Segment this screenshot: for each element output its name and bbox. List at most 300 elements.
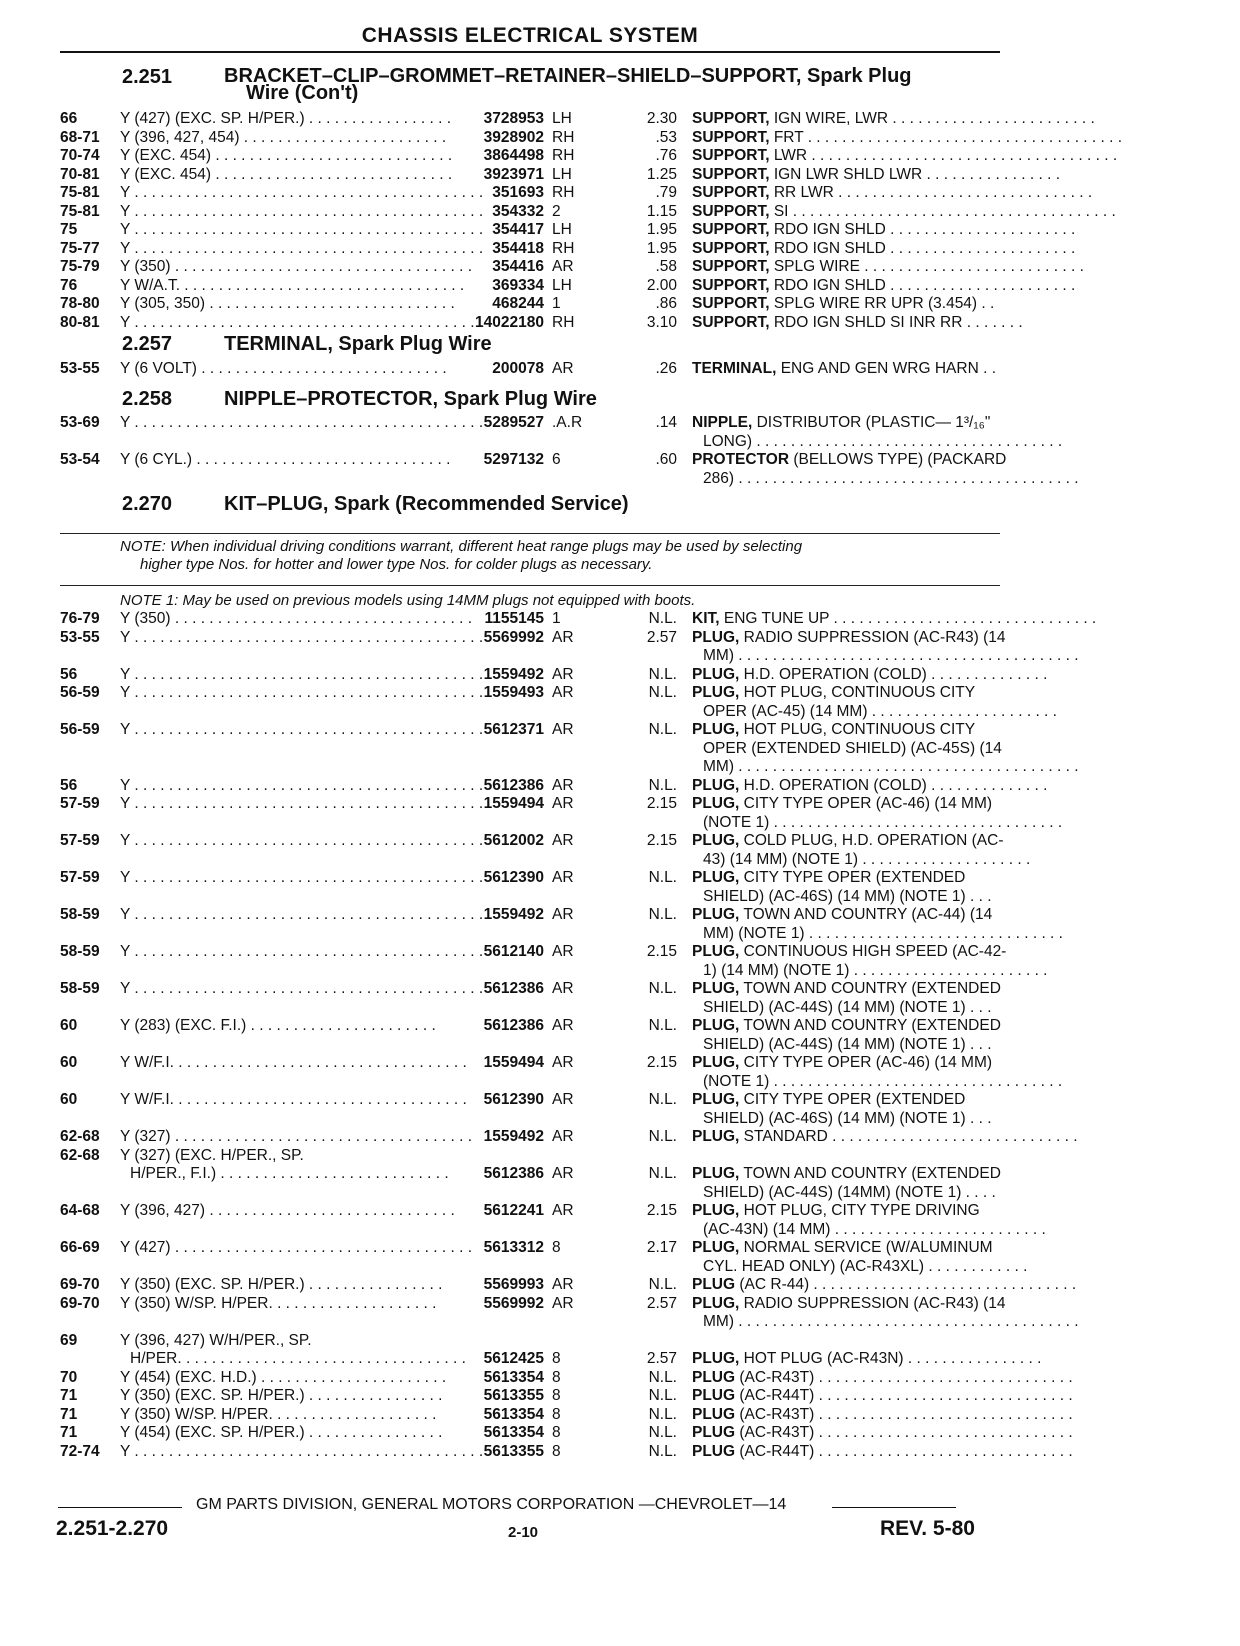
price: 2.15 bbox=[646, 1202, 677, 1219]
part-description bbox=[692, 1239, 1028, 1276]
description-line: PLUG (AC-R44T) . . . . . . . . . . . . . . . . . . . . . . . . . . . . . . bbox=[692, 1442, 1073, 1460]
price: 2.00 bbox=[646, 276, 677, 294]
part-number: 5289527 bbox=[483, 414, 544, 431]
parts-list-2-251 bbox=[60, 110, 1123, 332]
heat-range-note bbox=[120, 538, 980, 574]
part-row bbox=[60, 628, 1079, 666]
quantity: AR bbox=[552, 665, 574, 683]
application: Y . . . . . . . . . . . . . . . . . . . . . . . . . . . . . . . . . . . . . . . . . bbox=[120, 832, 484, 849]
model-year: 56 bbox=[60, 665, 78, 683]
price: N.L. bbox=[648, 1387, 677, 1404]
application: Y (6 CYL.) . . . . . . . . . . . . . . . . . . . . . . . . . . . . . . bbox=[120, 451, 451, 468]
part-number: 1559494 bbox=[483, 1054, 544, 1071]
quantity: AR bbox=[552, 906, 574, 923]
part-number: 5613355 bbox=[483, 1387, 544, 1404]
footer-rule-right bbox=[832, 1507, 956, 1508]
model-year: 57-59 bbox=[60, 869, 100, 886]
application: Y (396, 427) . . . . . . . . . . . . . . . . . . . . . . . . . . . . . bbox=[120, 1202, 455, 1219]
quantity: AR bbox=[552, 1276, 574, 1293]
application: Y . . . . . . . . . . . . . . . . . . . . . . . . . . . . . . . . . . . . . . . . . bbox=[120, 869, 484, 886]
price: 2.57 bbox=[646, 628, 677, 646]
part-description bbox=[692, 239, 1076, 259]
part-row bbox=[60, 776, 1048, 796]
description-line: PLUG, STANDARD . . . . . . . . . . . . . . . . . . . . . . . . . . . . . bbox=[692, 1128, 1078, 1145]
description-line: PLUG, HOT PLUG, CONTINUOUS CITY bbox=[692, 721, 976, 738]
note-top-rule bbox=[60, 533, 1000, 534]
description-line: SUPPORT, RDO IGN SHLD SI INR RR . . . . . . . bbox=[692, 313, 1023, 331]
section-number: 2.258 bbox=[122, 388, 173, 410]
description-line: 43) (14 MM) (NOTE 1) . . . . . . . . . . . . . . . . . . . . bbox=[703, 850, 1031, 868]
model-year: 75-81 bbox=[60, 202, 100, 220]
price: 2.17 bbox=[646, 1239, 677, 1256]
part-number: 354418 bbox=[492, 239, 544, 257]
part-row bbox=[60, 906, 1063, 943]
quantity: AR bbox=[552, 684, 574, 701]
part-description bbox=[692, 276, 1076, 296]
description-line: MM) . . . . . . . . . . . . . . . . . . . . . . . . . . . . . . . . . . . . . . . . bbox=[703, 1313, 1079, 1330]
model-year: 57-59 bbox=[60, 795, 100, 812]
part-description bbox=[692, 202, 1116, 222]
description-line: SHIELD) (AC-46S) (14 MM) (NOTE 1) . . . bbox=[703, 1109, 992, 1127]
part-number: 1559494 bbox=[483, 795, 544, 812]
section-title: KIT–PLUG, Spark (Recommended Service) bbox=[224, 493, 629, 515]
part-number: 5612371 bbox=[483, 721, 544, 738]
note-1: NOTE 1: May be used on previous models using 14MM plugs not equipped with boots. bbox=[120, 592, 696, 609]
part-description bbox=[692, 295, 1000, 314]
application: Y . . . . . . . . . . . . . . . . . . . . . . . . . . . . . . . . . . . . . . . . . bbox=[120, 221, 484, 238]
application: Y . . . . . . . . . . . . . . . . . . . . . . . . . . . . . . . . . . . . . . . . . bbox=[120, 684, 484, 701]
price: .26 bbox=[655, 360, 677, 377]
model-year: 75-77 bbox=[60, 239, 100, 257]
section-number: 2.251 bbox=[122, 66, 173, 88]
footer-section-range: 2.251-2.270 bbox=[56, 1517, 169, 1540]
application: Y (6 VOLT) . . . . . . . . . . . . . . . . . . . . . . . . . . . . . bbox=[120, 360, 447, 377]
part-number: 5569993 bbox=[483, 1276, 544, 1293]
price: .79 bbox=[655, 184, 677, 201]
description-line: PLUG, TOWN AND COUNTRY (AC-44) (14 bbox=[692, 906, 993, 923]
model-year: 70-81 bbox=[60, 165, 100, 183]
quantity: 8 bbox=[552, 1239, 561, 1256]
part-description bbox=[692, 1017, 1000, 1054]
part-description bbox=[692, 1276, 1077, 1295]
description-line: SUPPORT, SPLG WIRE . . . . . . . . . . . . . . . . . . . . . . . . . . bbox=[692, 258, 1084, 275]
price: .86 bbox=[655, 295, 677, 312]
part-row bbox=[60, 721, 1079, 777]
description-line: MM) (NOTE 1) . . . . . . . . . . . . . . . . . . . . . . . . . . . . . . bbox=[703, 924, 1063, 942]
application: Y (EXC. 454) . . . . . . . . . . . . . . . . . . . . . . . . . . . . bbox=[120, 165, 453, 183]
model-year: 53-69 bbox=[60, 414, 100, 431]
price: N.L. bbox=[648, 684, 677, 701]
part-row bbox=[60, 221, 1076, 240]
part-number: 5613312 bbox=[483, 1239, 544, 1256]
application: Y . . . . . . . . . . . . . . . . . . . . . . . . . . . . . . . . . . . . . . . . . bbox=[120, 184, 484, 201]
part-number: 369334 bbox=[492, 276, 544, 294]
price: .53 bbox=[655, 128, 677, 146]
model-year: 53-54 bbox=[60, 451, 100, 468]
part-description bbox=[692, 1294, 1079, 1332]
description-line: PLUG, TOWN AND COUNTRY (EXTENDED bbox=[692, 980, 1001, 997]
part-number: 1559492 bbox=[483, 906, 544, 923]
part-number: 1559492 bbox=[483, 1128, 544, 1145]
application: Y W/F.I. . . . . . . . . . . . . . . . . . . . . . . . . . . . . . . . . . . bbox=[120, 1054, 467, 1071]
part-row bbox=[60, 414, 1063, 451]
part-description bbox=[692, 776, 1048, 796]
application: Y (350) (EXC. SP. H/PER.) . . . . . . . . . . . . . . . . bbox=[120, 1276, 443, 1293]
description-line: SUPPORT, RR LWR . . . . . . . . . . . . . . . . . . . . . . . . . . . . . . bbox=[692, 184, 1093, 201]
description-line: SHIELD) (AC-44S) (14MM) (NOTE 1) . . . . bbox=[703, 1183, 996, 1201]
description-line: 286) . . . . . . . . . . . . . . . . . . . . . . . . . . . . . . . . . . . . . . . . bbox=[703, 469, 1079, 487]
part-row bbox=[60, 1276, 1077, 1295]
model-year: 57-59 bbox=[60, 832, 100, 849]
price: 1.95 bbox=[646, 239, 677, 257]
part-number: 354417 bbox=[492, 221, 544, 238]
quantity: AR bbox=[552, 628, 574, 646]
price: .14 bbox=[655, 414, 677, 431]
part-description bbox=[692, 795, 1063, 832]
quantity: AR bbox=[552, 721, 574, 738]
application: Y (283) (EXC. F.I.) . . . . . . . . . . . . . . . . . . . . . . bbox=[120, 1017, 436, 1034]
model-year: 58-59 bbox=[60, 943, 100, 960]
quantity: RH bbox=[552, 239, 575, 257]
description-line: PLUG, HOT PLUG, CITY TYPE DRIVING bbox=[692, 1202, 980, 1219]
quantity: AR bbox=[552, 1165, 574, 1182]
price: 1.15 bbox=[646, 202, 677, 220]
model-year: 75 bbox=[60, 221, 78, 238]
section-heading-2-258 bbox=[60, 388, 1000, 412]
part-number: 5612241 bbox=[483, 1202, 544, 1219]
footer-page-number: 2-10 bbox=[508, 1524, 539, 1541]
part-number: 1559493 bbox=[483, 684, 544, 701]
application: Y W/F.I. . . . . . . . . . . . . . . . . . . . . . . . . . . . . . . . . . . bbox=[120, 1091, 467, 1108]
footer-publisher: GM PARTS DIVISION, GENERAL MOTORS CORPORATION —CHEVROLET—14 bbox=[196, 1496, 787, 1513]
model-year: 60 bbox=[60, 1054, 78, 1071]
description-line: SHIELD) (AC-44S) (14 MM) (NOTE 1) . . . bbox=[703, 1035, 992, 1053]
description-line: NIPPLE, DISTRIBUTOR (PLASTIC— 1³/₁₆" bbox=[692, 414, 991, 431]
application: Y (396, 427) W/H/PER., SP. bbox=[120, 1331, 312, 1349]
model-year: 76 bbox=[60, 276, 78, 294]
description-line: SUPPORT, IGN LWR SHLD LWR . . . . . . . . . . . . . . . . bbox=[692, 165, 1061, 183]
parts-list-2-257 bbox=[60, 360, 1000, 379]
quantity: 8 bbox=[552, 1424, 561, 1441]
quantity: 8 bbox=[552, 1387, 561, 1404]
description-line: TERMINAL, ENG AND GEN WRG HARN . . bbox=[692, 360, 996, 377]
part-number: 5569992 bbox=[483, 628, 544, 646]
quantity: 2 bbox=[552, 202, 561, 220]
part-number: 3728953 bbox=[483, 110, 544, 127]
part-number: 14022180 bbox=[475, 313, 544, 331]
part-row bbox=[60, 184, 1093, 203]
model-year: 60 bbox=[60, 1017, 78, 1034]
price: 2.57 bbox=[646, 1294, 677, 1312]
application: Y (396, 427, 454) . . . . . . . . . . . . . . . . . . . . . . . . bbox=[120, 128, 447, 146]
part-description bbox=[692, 1332, 1042, 1369]
section-heading-2-251 bbox=[60, 66, 1000, 106]
quantity: 6 bbox=[552, 451, 561, 468]
model-year: 78-80 bbox=[60, 295, 100, 312]
section-number: 2.270 bbox=[122, 493, 173, 515]
quantity: AR bbox=[552, 776, 574, 794]
description-line: KIT, ENG TUNE UP . . . . . . . . . . . . . . . . . . . . . . . . . . . . . . . bbox=[692, 610, 1097, 627]
parts-list-2-258 bbox=[60, 414, 1079, 488]
description-line: SHIELD) (AC-44S) (14 MM) (NOTE 1) . . . bbox=[703, 998, 992, 1016]
price: N.L. bbox=[648, 980, 677, 997]
description-line: PLUG, RADIO SUPPRESSION (AC-R43) (14 bbox=[692, 628, 1006, 646]
part-description bbox=[692, 628, 1079, 666]
price: N.L. bbox=[648, 776, 677, 794]
part-row bbox=[60, 1294, 1079, 1332]
part-description bbox=[692, 1368, 1073, 1388]
application: Y . . . . . . . . . . . . . . . . . . . . . . . . . . . . . . . . . . . . . . . . . bbox=[120, 906, 484, 923]
model-year: 68-71 bbox=[60, 128, 100, 146]
description-line: SUPPORT, IGN WIRE, LWR . . . . . . . . . . . . . . . . . . . . . . . . bbox=[692, 110, 1095, 127]
part-number: 3928902 bbox=[483, 128, 544, 146]
part-description bbox=[692, 943, 1048, 980]
quantity: LH bbox=[552, 110, 572, 127]
part-number: 351693 bbox=[492, 184, 544, 201]
description-line: SUPPORT, SI . . . . . . . . . . . . . . . . . . . . . . . . . . . . . . . . . . . . . . bbox=[692, 202, 1116, 220]
model-year: 66-69 bbox=[60, 1239, 100, 1256]
part-row bbox=[60, 202, 1116, 222]
description-line: OPER (AC-45) (14 MM) . . . . . . . . . . . . . . . . . . . . . . bbox=[703, 702, 1057, 720]
part-number: 5613354 bbox=[483, 1368, 544, 1386]
part-number: 200078 bbox=[492, 360, 544, 377]
part-description bbox=[692, 165, 1061, 185]
quantity: RH bbox=[552, 313, 575, 331]
section-title: BRACKET–CLIP–GROMMET–RETAINER–SHIELD–SUPPORT, Spark Plug bbox=[224, 65, 912, 87]
application: Y (327) . . . . . . . . . . . . . . . . . . . . . . . . . . . . . . . . . . . bbox=[120, 1128, 472, 1145]
description-line: MM) . . . . . . . . . . . . . . . . . . . . . . . . . . . . . . . . . . . . . . . . bbox=[703, 758, 1079, 775]
model-year: 69-70 bbox=[60, 1294, 100, 1312]
part-description bbox=[692, 184, 1093, 203]
price: N.L. bbox=[648, 1165, 677, 1182]
part-description bbox=[692, 451, 1079, 488]
model-year: 56 bbox=[60, 776, 78, 794]
part-row bbox=[60, 1017, 1000, 1054]
model-year: 53-55 bbox=[60, 628, 100, 646]
application-continued: H/PER. . . . . . . . . . . . . . . . . . . . . . . . . . . . . . . . . . bbox=[130, 1350, 466, 1367]
application: Y (350) . . . . . . . . . . . . . . . . . . . . . . . . . . . . . . . . . . . bbox=[120, 610, 472, 627]
price: N.L. bbox=[648, 665, 677, 683]
application: Y . . . . . . . . . . . . . . . . . . . . . . . . . . . . . . . . . . . . . . . . . bbox=[120, 1442, 484, 1460]
model-year: 64-68 bbox=[60, 1202, 100, 1219]
price: .60 bbox=[655, 451, 677, 468]
part-description bbox=[692, 110, 1095, 129]
price: N.L. bbox=[648, 1442, 677, 1460]
model-year: 71 bbox=[60, 1387, 78, 1404]
part-description bbox=[692, 610, 1097, 629]
quantity: 8 bbox=[552, 1442, 561, 1460]
price: 2.15 bbox=[646, 832, 677, 849]
part-row bbox=[60, 1368, 1073, 1388]
model-year: 60 bbox=[60, 1091, 78, 1108]
part-row bbox=[60, 1387, 1073, 1406]
quantity: 1 bbox=[552, 610, 561, 627]
description-line: PLUG (AC-R43T) . . . . . . . . . . . . . . . . . . . . . . . . . . . . . . bbox=[692, 1368, 1073, 1386]
model-year: 72-74 bbox=[60, 1442, 100, 1460]
price: 2.15 bbox=[646, 943, 677, 960]
part-number: 1155145 bbox=[484, 610, 544, 627]
price: N.L. bbox=[648, 1405, 677, 1423]
section-title-continued: Wire (Con't) bbox=[246, 82, 359, 104]
description-line: PLUG (AC-R44T) . . . . . . . . . . . . . . . . . . . . . . . . . . . . . . bbox=[692, 1387, 1073, 1404]
application: Y (427) . . . . . . . . . . . . . . . . . . . . . . . . . . . . . . . . . . . bbox=[120, 1239, 472, 1256]
application: Y . . . . . . . . . . . . . . . . . . . . . . . . . . . . . . . . . . . . . . . . . bbox=[120, 721, 484, 738]
price: 2.15 bbox=[646, 795, 677, 812]
model-year: 56-59 bbox=[60, 684, 100, 701]
section-title: TERMINAL, Spark Plug Wire bbox=[224, 333, 492, 355]
part-row bbox=[60, 684, 1057, 721]
description-line: PLUG, TOWN AND COUNTRY (EXTENDED bbox=[692, 1017, 1001, 1034]
model-year: 71 bbox=[60, 1424, 78, 1441]
part-number: 354332 bbox=[492, 202, 544, 220]
part-row bbox=[60, 943, 1048, 980]
part-number: 5612386 bbox=[483, 980, 544, 997]
part-number: 5297132 bbox=[483, 451, 544, 468]
price: N.L. bbox=[648, 1091, 677, 1108]
description-line: SUPPORT, LWR . . . . . . . . . . . . . . . . . . . . . . . . . . . . . . . . . . . . bbox=[692, 147, 1118, 164]
model-year: 80-81 bbox=[60, 313, 100, 331]
footer-revision: REV. 5-80 bbox=[880, 1517, 975, 1540]
model-year: 75-79 bbox=[60, 258, 100, 275]
price: N.L. bbox=[648, 1128, 677, 1145]
application: Y . . . . . . . . . . . . . . . . . . . . . . . . . . . . . . . . . . . . . . . . . bbox=[120, 239, 484, 257]
application: Y . . . . . . . . . . . . . . . . . . . . . . . . . . . . . . . . . . . . . . . . . bbox=[120, 795, 484, 812]
part-row bbox=[60, 1147, 1000, 1203]
description-line: PLUG, TOWN AND COUNTRY (EXTENDED bbox=[692, 1165, 1001, 1182]
part-row bbox=[60, 1202, 1046, 1239]
description-line: PLUG, H.D. OPERATION (COLD) . . . . . . . . . . . . . . bbox=[692, 665, 1048, 683]
part-description bbox=[692, 1091, 1000, 1128]
part-description bbox=[692, 414, 1063, 451]
model-year: 62-68 bbox=[60, 1146, 100, 1164]
part-row bbox=[60, 869, 1000, 906]
part-row bbox=[60, 276, 1076, 296]
price: 2.15 bbox=[646, 1054, 677, 1071]
part-row bbox=[60, 295, 1000, 314]
section-heading-2-257 bbox=[60, 333, 1000, 357]
model-year: 71 bbox=[60, 1405, 78, 1423]
part-row bbox=[60, 665, 1048, 685]
quantity: 8 bbox=[552, 1405, 561, 1423]
part-row bbox=[60, 110, 1095, 129]
quantity: RH bbox=[552, 128, 575, 146]
part-number: 5612425 bbox=[483, 1350, 544, 1367]
application: Y . . . . . . . . . . . . . . . . . . . . . . . . . . . . . . . . . . . . . . . . . bbox=[120, 313, 484, 331]
model-year: 69 bbox=[60, 1331, 78, 1349]
application: Y . . . . . . . . . . . . . . . . . . . . . . . . . . . . . . . . . . . . . . . . . bbox=[120, 665, 484, 683]
description-line: PLUG, H.D. OPERATION (COLD) . . . . . . . . . . . . . . bbox=[692, 776, 1048, 794]
model-year: 56-59 bbox=[60, 721, 100, 738]
application: Y . . . . . . . . . . . . . . . . . . . . . . . . . . . . . . . . . . . . . . . . . bbox=[120, 628, 484, 646]
part-description bbox=[692, 128, 1123, 148]
quantity: AR bbox=[552, 980, 574, 997]
application: Y (454) (EXC. H.D.) . . . . . . . . . . . . . . . . . . . . . . bbox=[120, 1368, 447, 1386]
description-line: SUPPORT, RDO IGN SHLD . . . . . . . . . . . . . . . . . . . . . . bbox=[692, 221, 1076, 238]
quantity: RH bbox=[552, 147, 575, 164]
part-row bbox=[60, 1091, 1000, 1128]
description-line: (NOTE 1) . . . . . . . . . . . . . . . . . . . . . . . . . . . . . . . . . . bbox=[703, 813, 1063, 831]
description-line: LONG) . . . . . . . . . . . . . . . . . . . . . . . . . . . . . . . . . . . . bbox=[703, 432, 1063, 450]
section-title: NIPPLE–PROTECTOR, Spark Plug Wire bbox=[224, 388, 597, 410]
price: 2.30 bbox=[646, 110, 677, 127]
part-number: 5612002 bbox=[483, 832, 544, 849]
description-line: 1) (14 MM) (NOTE 1) . . . . . . . . . . . . . . . . . . . . . . . bbox=[703, 961, 1048, 979]
model-year: 69-70 bbox=[60, 1276, 100, 1293]
model-year: 70-74 bbox=[60, 147, 100, 164]
description-line: PLUG, CITY TYPE OPER (EXTENDED bbox=[692, 1091, 966, 1108]
application: Y . . . . . . . . . . . . . . . . . . . . . . . . . . . . . . . . . . . . . . . . . bbox=[120, 414, 484, 431]
description-line: SUPPORT, RDO IGN SHLD . . . . . . . . . . . . . . . . . . . . . . bbox=[692, 239, 1076, 257]
part-number: 468244 bbox=[492, 295, 544, 312]
footer-rule-left bbox=[58, 1507, 182, 1508]
part-row bbox=[60, 258, 1084, 277]
description-line: PLUG, HOT PLUG (AC-R43N) . . . . . . . . . . . . . . . . bbox=[692, 1350, 1042, 1367]
parts-list-2-270 bbox=[60, 610, 1097, 1461]
part-row bbox=[60, 1442, 1073, 1462]
part-row bbox=[60, 147, 1118, 166]
section-number: 2.257 bbox=[122, 333, 173, 355]
quantity: LH bbox=[552, 221, 572, 238]
part-description bbox=[692, 147, 1118, 166]
description-line: SUPPORT, SPLG WIRE RR UPR (3.454) . . bbox=[692, 295, 995, 312]
application: Y (350) W/SP. H/PER. . . . . . . . . . . . . . . . . . . . bbox=[120, 1294, 437, 1312]
part-number: 3923971 bbox=[483, 165, 544, 183]
part-row bbox=[60, 313, 1023, 333]
quantity: AR bbox=[552, 360, 574, 377]
description-line: PLUG, CITY TYPE OPER (EXTENDED bbox=[692, 869, 966, 886]
quantity: .A.R bbox=[552, 414, 583, 431]
part-description bbox=[692, 1424, 1073, 1443]
price: N.L. bbox=[648, 1276, 677, 1293]
quantity: AR bbox=[552, 1294, 574, 1312]
part-row bbox=[60, 1054, 1063, 1091]
description-line: PLUG, NORMAL SERVICE (W/ALUMINUM bbox=[692, 1239, 993, 1256]
description-line: PLUG, COLD PLUG, H.D. OPERATION (AC- bbox=[692, 832, 1004, 849]
part-description bbox=[692, 1387, 1073, 1406]
description-line: CYL. HEAD ONLY) (AC-R43XL) . . . . . . . . . . . . bbox=[703, 1257, 1028, 1275]
model-year: 58-59 bbox=[60, 980, 100, 997]
quantity: AR bbox=[552, 869, 574, 886]
note-bottom-rule bbox=[60, 585, 1000, 586]
quantity: 8 bbox=[552, 1350, 561, 1367]
part-description bbox=[692, 313, 1023, 333]
quantity: AR bbox=[552, 832, 574, 849]
application: Y (454) (EXC. SP. H/PER.) . . . . . . . . . . . . . . . . bbox=[120, 1424, 443, 1441]
part-number: 5612390 bbox=[483, 869, 544, 886]
price: 1.25 bbox=[646, 165, 677, 183]
price: N.L. bbox=[648, 1017, 677, 1034]
page-header-title: CHASSIS ELECTRICAL SYSTEM bbox=[361, 24, 699, 47]
part-description bbox=[692, 684, 1057, 721]
application: Y (350) . . . . . . . . . . . . . . . . . . . . . . . . . . . . . . . . . . . bbox=[120, 258, 472, 275]
description-line: PLUG, CONTINUOUS HIGH SPEED (AC-42- bbox=[692, 943, 1007, 960]
model-year: 58-59 bbox=[60, 906, 100, 923]
quantity: RH bbox=[552, 184, 575, 201]
part-description bbox=[692, 1054, 1063, 1091]
part-description bbox=[692, 1147, 1000, 1203]
description-line bbox=[692, 1332, 1000, 1351]
part-number: 354416 bbox=[492, 258, 544, 275]
price: 1.95 bbox=[646, 221, 677, 238]
part-description bbox=[692, 1202, 1046, 1239]
part-number: 5613354 bbox=[483, 1424, 544, 1441]
application-continued: H/PER., F.I.) . . . . . . . . . . . . . . . . . . . . . . . . . . . bbox=[130, 1165, 449, 1182]
price: 3.10 bbox=[646, 313, 677, 331]
part-row bbox=[60, 1128, 1078, 1147]
application: Y (305, 350) . . . . . . . . . . . . . . . . . . . . . . . . . . . . . bbox=[120, 295, 455, 312]
part-row bbox=[60, 832, 1031, 869]
part-number: 5613354 bbox=[483, 1405, 544, 1423]
